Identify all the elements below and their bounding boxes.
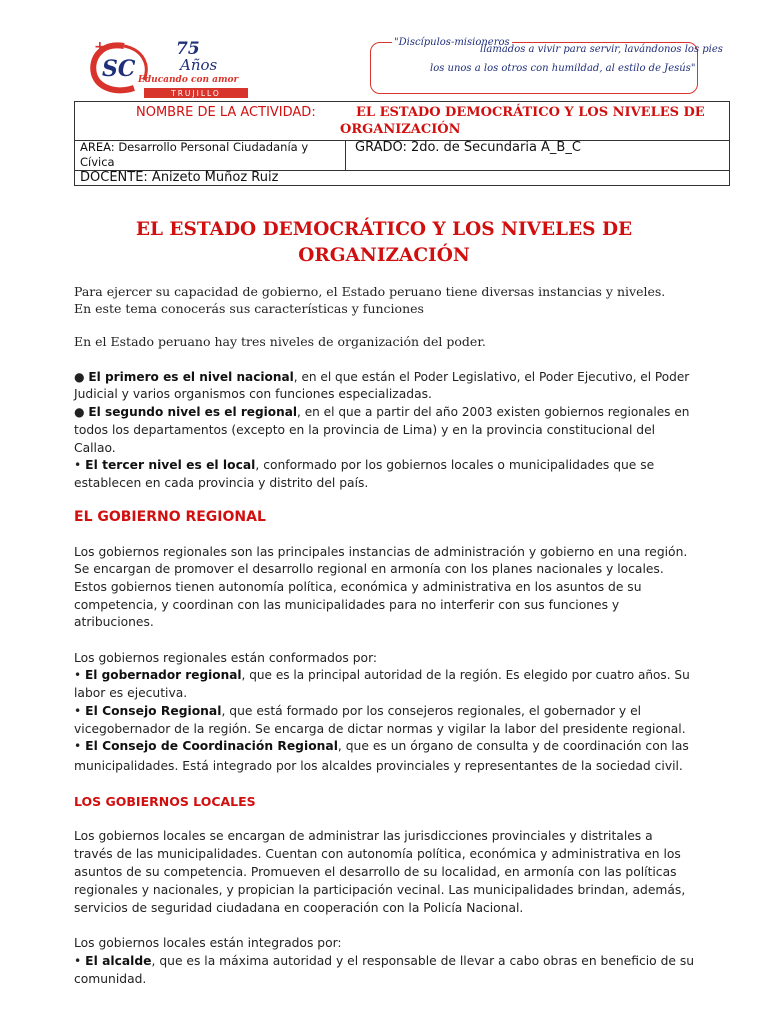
level-item-national: ● El primero es el nivel nacional, en el que están el Poder Legislativo, el Poder Ejecutivo, el Poder xyxy=(74,370,690,384)
local-mayor-line-2: comunidad. xyxy=(74,972,147,986)
local-para-line-5: servicios de seguridad ciudadana en cooperación con la Policía Nacional. xyxy=(74,901,524,915)
section-heading-local: LOS GOBIERNOS LOCALES xyxy=(74,794,256,809)
local-mayor-bold: El alcalde xyxy=(85,954,152,968)
level-national-line-2: Judicial y varios organismos con funciones especializadas. xyxy=(74,387,432,401)
level-regional-text: , en el que a partir del año 2003 existen gobiernos regionales en xyxy=(297,405,690,419)
regional-governor-line-2: labor es ejecutiva. xyxy=(74,686,188,700)
regional-para-line-1: Los gobiernos regionales son las principales instancias de administración y gobierno en una región. xyxy=(74,545,688,559)
level-regional-line-2: todos los departamentos (excepto en la provincia de Lima) y en la provincia constitucional del xyxy=(74,423,656,437)
level-regional-line-3: Callao. xyxy=(74,441,116,455)
regional-para-line-3: Estos gobiernos tienen autonomía política, económica y administrativa en los asuntos de su xyxy=(74,580,642,594)
intro-line-2: En este tema conocerás sus características y funciones xyxy=(74,301,424,316)
intro-line-1: Para ejercer su capacidad de gobierno, el Estado peruano tiene diversas instancias y niveles. xyxy=(74,284,666,299)
regional-council-line-2: vicegobernador de la región. Se encarga de dictar normas y vigilar la labor del presidente regional. xyxy=(74,722,686,736)
regional-para-line-5: atribuciones. xyxy=(74,615,154,629)
motto-line-1: llamados a vivir para servir, lavándonos los pies xyxy=(480,44,723,55)
regional-coordination-text: , que es un órgano de consulta y de coordinación con las xyxy=(337,739,689,753)
level-item-regional: ● El segundo nivel es el regional, en el que a partir del año 2003 existen gobiernos regionales en xyxy=(74,405,690,419)
level-national-bold: El primero es el nivel nacional xyxy=(88,370,294,384)
level-local-bold: El tercer nivel es el local xyxy=(85,458,256,472)
level-local-line-2: establecen en cada provincia y distrito del país. xyxy=(74,476,369,490)
page-title-line-2: ORGANIZACIÓN xyxy=(298,245,470,266)
school-logo xyxy=(84,36,254,104)
logo-initials: SC xyxy=(102,56,136,82)
level-item-local: • El tercer nivel es el local, conformado por los gobiernos locales o municipalidades que se xyxy=(74,458,655,472)
regional-coordination-line-2: municipalidades. Está integrado por los alcaldes provinciales y representantes de la sociedad civil. xyxy=(74,759,683,773)
area-line-2: Cívica xyxy=(80,155,115,169)
regional-item-governor: • El gobernador regional, que es la principal autoridad de la región. Es elegido por cuatro años. Su xyxy=(74,668,690,682)
regional-governor-text: , que es la principal autoridad de la región. Es elegido por cuatro años. Su xyxy=(241,668,690,682)
level-regional-bold: El segundo nivel es el regional xyxy=(88,405,298,419)
regional-lead: Los gobiernos regionales están conformados por: xyxy=(74,651,378,665)
activity-title-line-1: EL ESTADO DEMOCRÁTICO Y LOS NIVELES DE xyxy=(356,105,705,120)
svg-text:+: + xyxy=(94,39,106,55)
teacher-field: DOCENTE: Anizeto Muñoz Ruiz xyxy=(80,170,279,185)
local-para-line-2: través de las municipalidades. Cuentan con autonomía política, económica y administrativa en los xyxy=(74,847,681,861)
regional-coordination-bold: El Consejo de Coordinación Regional xyxy=(85,739,338,753)
logo-tagline: Educando con amor xyxy=(138,75,239,85)
section-heading-regional: EL GOBIERNO REGIONAL xyxy=(74,509,266,525)
regional-item-council: • El Consejo Regional, que está formado por los consejeros regionales, el gobernador y el xyxy=(74,704,642,718)
intro-levels-line: En el Estado peruano hay tres niveles de organización del poder. xyxy=(74,334,486,349)
logo-city: TRUJILLO xyxy=(171,89,221,98)
activity-label: NOMBRE DE LA ACTIVIDAD: xyxy=(136,105,316,120)
motto-line-2: los unos a los otros con humildad, al estilo de Jesús" xyxy=(430,63,696,74)
area-line-1: AREA: Desarrollo Personal Ciudadanía y xyxy=(80,140,309,154)
local-para-line-1: Los gobiernos locales se encargan de administrar las jurisdicciones provinciales y distritales a xyxy=(74,829,653,843)
regional-governor-bold: El gobernador regional xyxy=(84,668,242,682)
regional-item-coordination: • El Consejo de Coordinación Regional, que es un órgano de consulta y de coordinación con las xyxy=(74,739,689,753)
regional-council-bold: El Consejo Regional xyxy=(85,704,222,718)
regional-para-line-2: Se encargan de promover el desarrollo regional en armonía con los planes nacionales y locales. xyxy=(74,562,664,576)
local-mayor-text: , que es la máxima autoridad y el responsable de llevar a cabo obras en beneficio de su xyxy=(151,954,695,968)
level-local-text: , conformado por los gobiernos locales o municipalidades que se xyxy=(255,458,655,472)
regional-council-text: , que está formado por los consejeros regionales, el gobernador y el xyxy=(221,704,642,718)
level-national-text: , en el que están el Poder Legislativo, el Poder Ejecutivo, el Poder xyxy=(293,370,690,384)
regional-para-line-4: competencia, y coordinan con las municipalidades para no interferir con sus funciones y xyxy=(74,598,620,612)
local-item-mayor: • El alcalde, que es la máxima autoridad y el responsable de llevar a cabo obras en beneficio de su xyxy=(74,954,695,968)
local-lead: Los gobiernos locales están integrados por: xyxy=(74,936,342,950)
grade-field: GRADO: 2do. de Secundaria A_B_C xyxy=(355,140,581,155)
activity-title-line-2: ORGANIZACIÓN xyxy=(340,122,461,137)
local-para-line-3: asuntos de su competencia. Promueven el desarrollo de su localidad, en armonía con las políticas xyxy=(74,865,677,879)
motto-title: "Discípulos-misioneros xyxy=(394,37,510,48)
page-title-line-1: EL ESTADO DEMOCRÁTICO Y LOS NIVELES DE xyxy=(135,219,633,240)
local-para-line-4: regionales y nacionales, y propician la participación vecinal. Las municipalidades brindan, además, xyxy=(74,883,686,897)
logo-anos: Años xyxy=(180,56,218,74)
logo-years: 75 xyxy=(176,39,200,59)
